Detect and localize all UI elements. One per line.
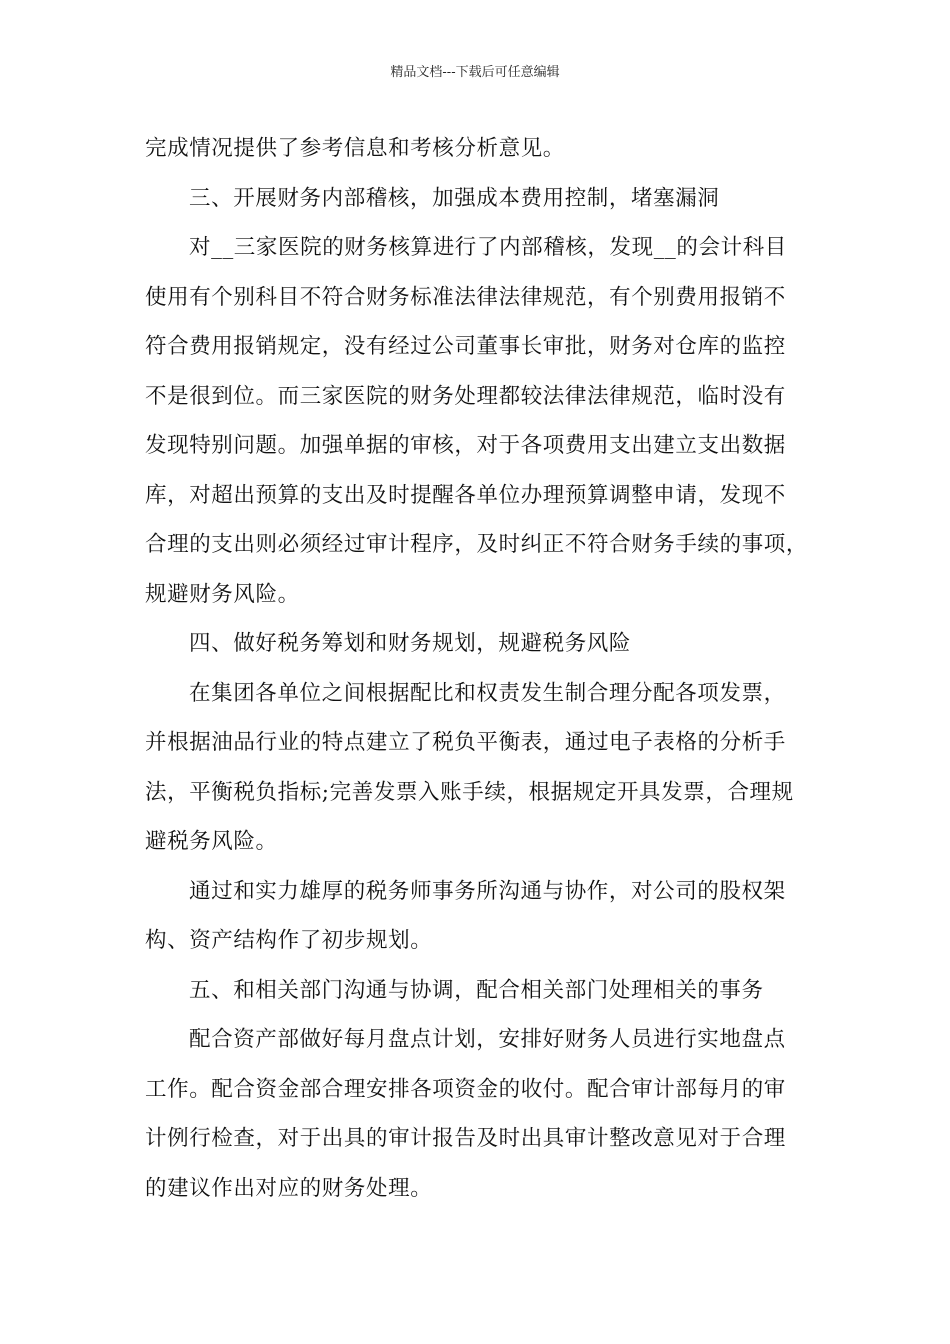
paragraph-line: 工作。配合资金部合理安排各项资金的收付。配合审计部每月的审 <box>145 1076 786 1102</box>
section-heading-3: 三、开展财务内部稽核，加强成本费用控制，堵塞漏洞 <box>189 185 720 211</box>
paragraph-line: 不是很到位。而三家医院的财务处理都较法律法律规范，临时没有 <box>145 383 786 409</box>
document-body <box>145 124 815 1213</box>
page-header: 精品文档---下载后可任意编辑 <box>390 65 560 80</box>
section-heading-5: 五、和相关部门沟通与协调，配合相关部门处理相关的事务 <box>189 977 764 1003</box>
paragraph-line: 并根据油品行业的特点建立了税负平衡表，通过电子表格的分析手 <box>145 730 786 755</box>
paragraph-line: 规避财务风险。 <box>145 581 300 607</box>
section-heading-4: 四、做好税务筹划和财务规划，规避税务风险 <box>189 631 632 656</box>
paragraph-line: 完成情况提供了参考信息和考核分析意见。 <box>145 136 565 161</box>
paragraph-line: 使用有个别科目不符合财务标准法律法律规范，有个别费用报销不 <box>145 284 786 310</box>
paragraph-line: 构、资产结构作了初步规划。 <box>145 928 433 953</box>
paragraph-line: 对__三家医院的财务核算进行了内部稽核，发现__的会计科目 <box>189 235 787 260</box>
paragraph-line: 法，平衡税负指标;完善发票入账手续，根据规定开具发票，合理规 <box>145 779 794 805</box>
paragraph-line: 的建议作出对应的财务处理。 <box>145 1175 433 1201</box>
paragraph-line: 发现特别问题。加强单据的审核，对于各项费用支出建立支出数据 <box>145 433 786 458</box>
paragraph-line: 通过和实力雄厚的税务师事务所沟通与协作，对公司的股权架 <box>189 878 786 904</box>
paragraph-line: 避税务风险。 <box>145 829 278 854</box>
paragraph-line: 合理的支出则必须经过审计程序，及时纠正不符合财务手续的事项， <box>145 532 809 557</box>
paragraph-line: 符合费用报销规定，没有经过公司董事长审批，财务对仓库的监控 <box>145 334 786 359</box>
paragraph-line: 库，对超出预算的支出及时提醒各单位办理预算调整申请，发现不 <box>145 482 786 508</box>
paragraph-line: 在集团各单位之间根据配比和权责发生制合理分配各项发票， <box>189 680 786 706</box>
paragraph-line: 配合资产部做好每月盘点计划，安排好财务人员进行实地盘点 <box>189 1027 786 1052</box>
paragraph-line: 计例行检查，对于出具的审计报告及时出具审计整改意见对于合理 <box>145 1126 786 1151</box>
